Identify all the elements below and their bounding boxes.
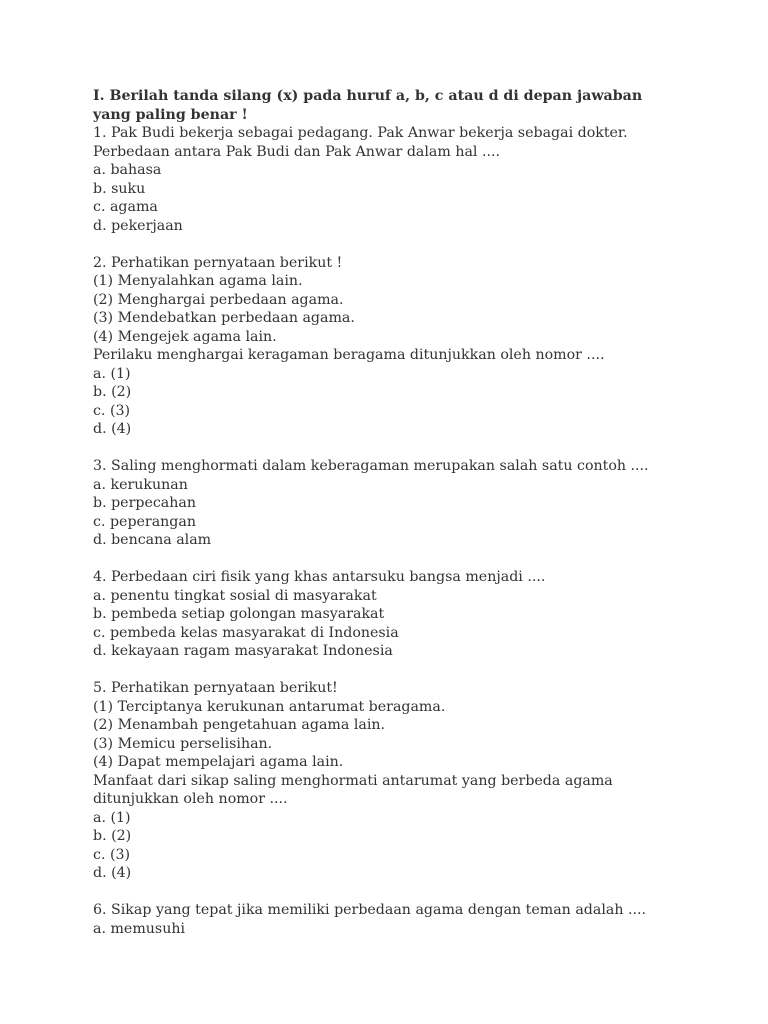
answer-option-c: c. (3): [93, 846, 131, 863]
answer-option-c: c. peperangan: [93, 513, 196, 530]
question-text: Manfaat dari sikap saling menghormati antarumat yang berbeda agama: [93, 772, 613, 789]
question-1: [93, 124, 673, 235]
answer-option-a: a. (1): [93, 809, 131, 826]
question-text: 3. Saling menghormati dalam keberagaman merupakan salah satu contoh ....: [93, 458, 649, 474]
answer-option-c: c. (3): [93, 402, 131, 419]
question-text: 1. Pak Budi bekerja sebagai pedagang. Pak Anwar bekerja sebagai dokter.: [93, 125, 628, 141]
answer-option-d: d. (4): [93, 865, 132, 881]
answer-option-b: b. suku: [93, 180, 146, 197]
answer-option-b: b. pembeda setiap golongan masyarakat: [93, 606, 385, 622]
answer-option-a: a. (1): [93, 365, 131, 382]
statement-item: (3) Memicu perselisihan.: [93, 735, 273, 752]
statement-item: (2) Menghargai perbedaan agama.: [93, 291, 344, 308]
question-text: ditunjukkan oleh nomor ....: [93, 791, 288, 807]
section-heading: I. Berilah tanda silang (x) pada huruf a, b, c atau d di depan jawaban yang paling benar !: [93, 88, 643, 123]
answer-option-b: b. perpecahan: [93, 495, 196, 511]
question-3: [93, 457, 673, 550]
question-text: 6. Sikap yang tepat jika memiliki perbedaan agama dengan teman adalah ....: [93, 902, 647, 918]
answer-option-c: c. agama: [93, 199, 158, 215]
question-5: [93, 679, 673, 883]
answer-option-d: d. kekayaan ragam masyarakat Indonesia: [93, 643, 393, 659]
question-text: 2. Perhatikan pernyataan berikut !: [93, 254, 343, 271]
question-2: [93, 254, 673, 439]
statement-item: (1) Menyalahkan agama lain.: [93, 273, 303, 289]
statement-item: (2) Menambah pengetahuan agama lain.: [93, 717, 386, 733]
answer-option-b: b. (2): [93, 384, 132, 400]
answer-option-d: d. bencana alam: [93, 532, 212, 548]
statement-item: (3) Mendebatkan perbedaan agama.: [93, 310, 355, 326]
answer-option-b: b. (2): [93, 828, 132, 844]
answer-option-a: a. bahasa: [93, 162, 162, 178]
statement-item: (4) Mengejek agama lain.: [93, 328, 277, 345]
question-text: 5. Perhatikan pernyataan berikut!: [93, 680, 338, 696]
answer-option-c: c. pembeda kelas masyarakat di Indonesia: [93, 624, 399, 641]
document-page: [93, 87, 673, 938]
statement-item: (4) Dapat mempelajari agama lain.: [93, 754, 344, 770]
answer-option-a: a. memusuhi: [93, 920, 186, 937]
question-text: Perbedaan antara Pak Budi dan Pak Anwar dalam hal ....: [93, 143, 501, 160]
answer-option-d: d. pekerjaan: [93, 217, 183, 234]
answer-option-a: a. kerukunan: [93, 476, 188, 493]
answer-option-a: a. penentu tingkat sosial di masyarakat: [93, 587, 377, 604]
question-text: 4. Perbedaan ciri fisik yang khas antarsuku bangsa menjadi ....: [93, 569, 546, 585]
question-6: [93, 901, 673, 938]
question-text: Perilaku menghargai keragaman beragama ditunjukkan oleh nomor ....: [93, 347, 605, 363]
statement-item: (1) Terciptanya kerukunan antarumat beragama.: [93, 698, 446, 715]
question-4: [93, 568, 673, 661]
answer-option-d: d. (4): [93, 421, 132, 437]
